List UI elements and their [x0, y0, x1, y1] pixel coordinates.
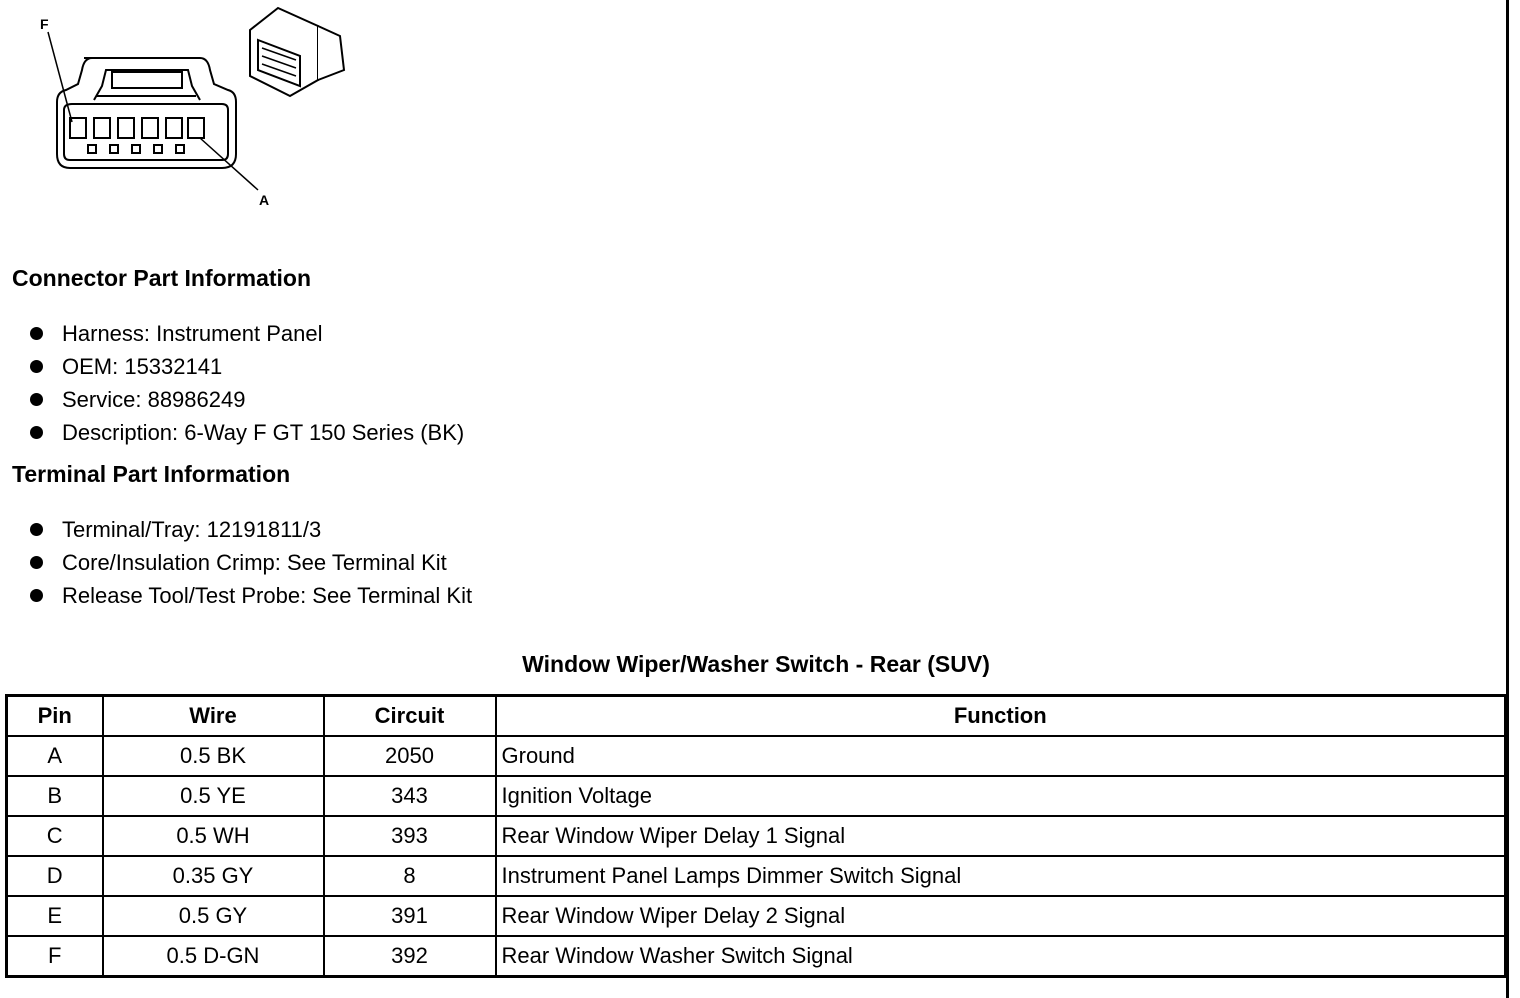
header-function: Function [496, 696, 1506, 737]
cell-circuit: 392 [324, 936, 496, 977]
table-row [7, 856, 1506, 896]
table-row [7, 776, 1506, 816]
list-item-text: Terminal/Tray: 12191811/3 [62, 517, 322, 542]
cell-circuit: 391 [324, 896, 496, 936]
list-item [0, 579, 472, 612]
pinout-table [5, 694, 1507, 978]
bullet-icon [30, 426, 43, 439]
cell-pin: B [7, 776, 103, 816]
pin-label-top: F [40, 16, 49, 32]
connector-face-diagram [0, 0, 360, 215]
cell-circuit: 2050 [324, 736, 496, 776]
bullet-icon [30, 523, 43, 536]
table-row [7, 936, 1506, 977]
cell-function: Rear Window Wiper Delay 2 Signal [496, 896, 1506, 936]
connector-part-info-heading: Connector Part Information [12, 265, 312, 291]
list-item-text: Core/Insulation Crimp: See Terminal Kit [62, 550, 447, 575]
terminal-cavities [70, 118, 204, 138]
connector-isometric-view [250, 8, 344, 96]
bullet-icon [30, 556, 43, 569]
cell-pin: F [7, 936, 103, 977]
cell-circuit: 8 [324, 856, 496, 896]
terminal-part-info-list [0, 513, 472, 612]
cell-pin: C [7, 816, 103, 856]
cell-wire: 0.5 BK [103, 736, 324, 776]
list-item [0, 513, 472, 546]
cell-wire: 0.35 GY [103, 856, 324, 896]
header-pin: Pin [7, 696, 103, 737]
cell-function: Ground [496, 736, 1506, 776]
cell-function: Instrument Panel Lamps Dimmer Switch Signal [496, 856, 1506, 896]
cell-function: Ignition Voltage [496, 776, 1506, 816]
terminal-part-info-heading: Terminal Part Information [12, 461, 291, 487]
pin-label-bottom: A [259, 192, 270, 208]
list-item [0, 350, 464, 383]
list-item-text: OEM: 15332141 [62, 354, 223, 379]
table-row [7, 896, 1506, 936]
list-item [0, 416, 464, 449]
cell-pin: E [7, 896, 103, 936]
header-wire: Wire [103, 696, 324, 737]
cell-circuit: 393 [324, 816, 496, 856]
table-row [7, 736, 1506, 776]
cell-wire: 0.5 WH [103, 816, 324, 856]
list-item-text: Description: 6-Way F GT 150 Series (BK) [62, 420, 465, 445]
bullet-icon [30, 327, 43, 340]
cell-function: Rear Window Wiper Delay 1 Signal [496, 816, 1506, 856]
list-item [0, 383, 464, 416]
connector-part-info-list [0, 317, 464, 449]
list-item [0, 546, 472, 579]
cell-pin: D [7, 856, 103, 896]
cell-wire: 0.5 GY [103, 896, 324, 936]
list-item-text: Harness: Instrument Panel [62, 321, 323, 346]
cell-wire: 0.5 YE [103, 776, 324, 816]
header-circuit: Circuit [324, 696, 496, 737]
list-item [0, 317, 464, 350]
list-item-text: Release Tool/Test Probe: See Terminal Kit [62, 583, 473, 608]
list-item-text: Service: 88986249 [62, 387, 246, 412]
cell-pin: A [7, 736, 103, 776]
bullet-icon [30, 393, 43, 406]
table-title: Window Wiper/Washer Switch - Rear (SUV) [522, 651, 990, 677]
cell-circuit: 343 [324, 776, 496, 816]
table-row [7, 816, 1506, 856]
bullet-icon [30, 589, 43, 602]
bullet-icon [30, 360, 43, 373]
table-header-row [7, 696, 1506, 737]
cell-function: Rear Window Washer Switch Signal [496, 936, 1506, 977]
cell-wire: 0.5 D-GN [103, 936, 324, 977]
